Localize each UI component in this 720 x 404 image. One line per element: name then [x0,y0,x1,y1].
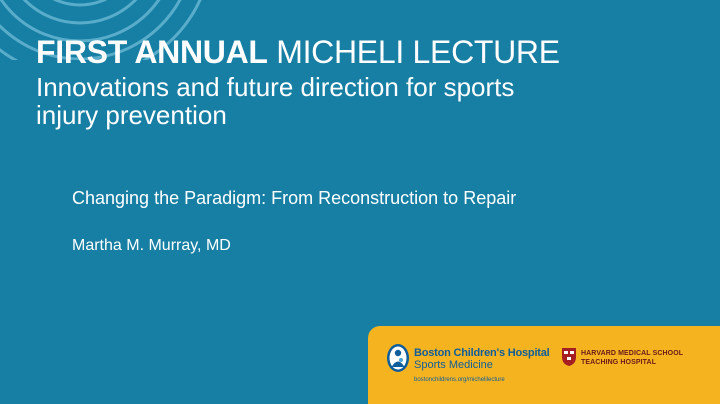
footer-logo-panel [368,326,720,404]
harvard-affiliation-line1: HARVARD MEDICAL SCHOOL [581,350,684,357]
lecture-subtitle: Innovations and future direction for sports injury prevention [36,72,515,130]
lecture-series-title [36,34,560,70]
harvard-shield-icon [561,347,577,367]
hospital-name: Boston Children's Hospital [414,347,550,359]
title-regular-part: MICHELI LECTURE [276,34,560,70]
speaker-name: Martha M. Murray, MD [72,237,231,254]
department-name: Sports Medicine [414,359,493,371]
harvard-affiliation-line2: TEACHING HOSPITAL [581,359,657,366]
talk-title: Changing the Paradigm: From Reconstruction to Repair [72,188,517,208]
lecture-url: bostonchildrens.org/michelilecture [414,377,505,383]
bch-mother-child-logo-icon [386,343,410,373]
title-bold-part: FIRST ANNUAL [36,34,268,70]
